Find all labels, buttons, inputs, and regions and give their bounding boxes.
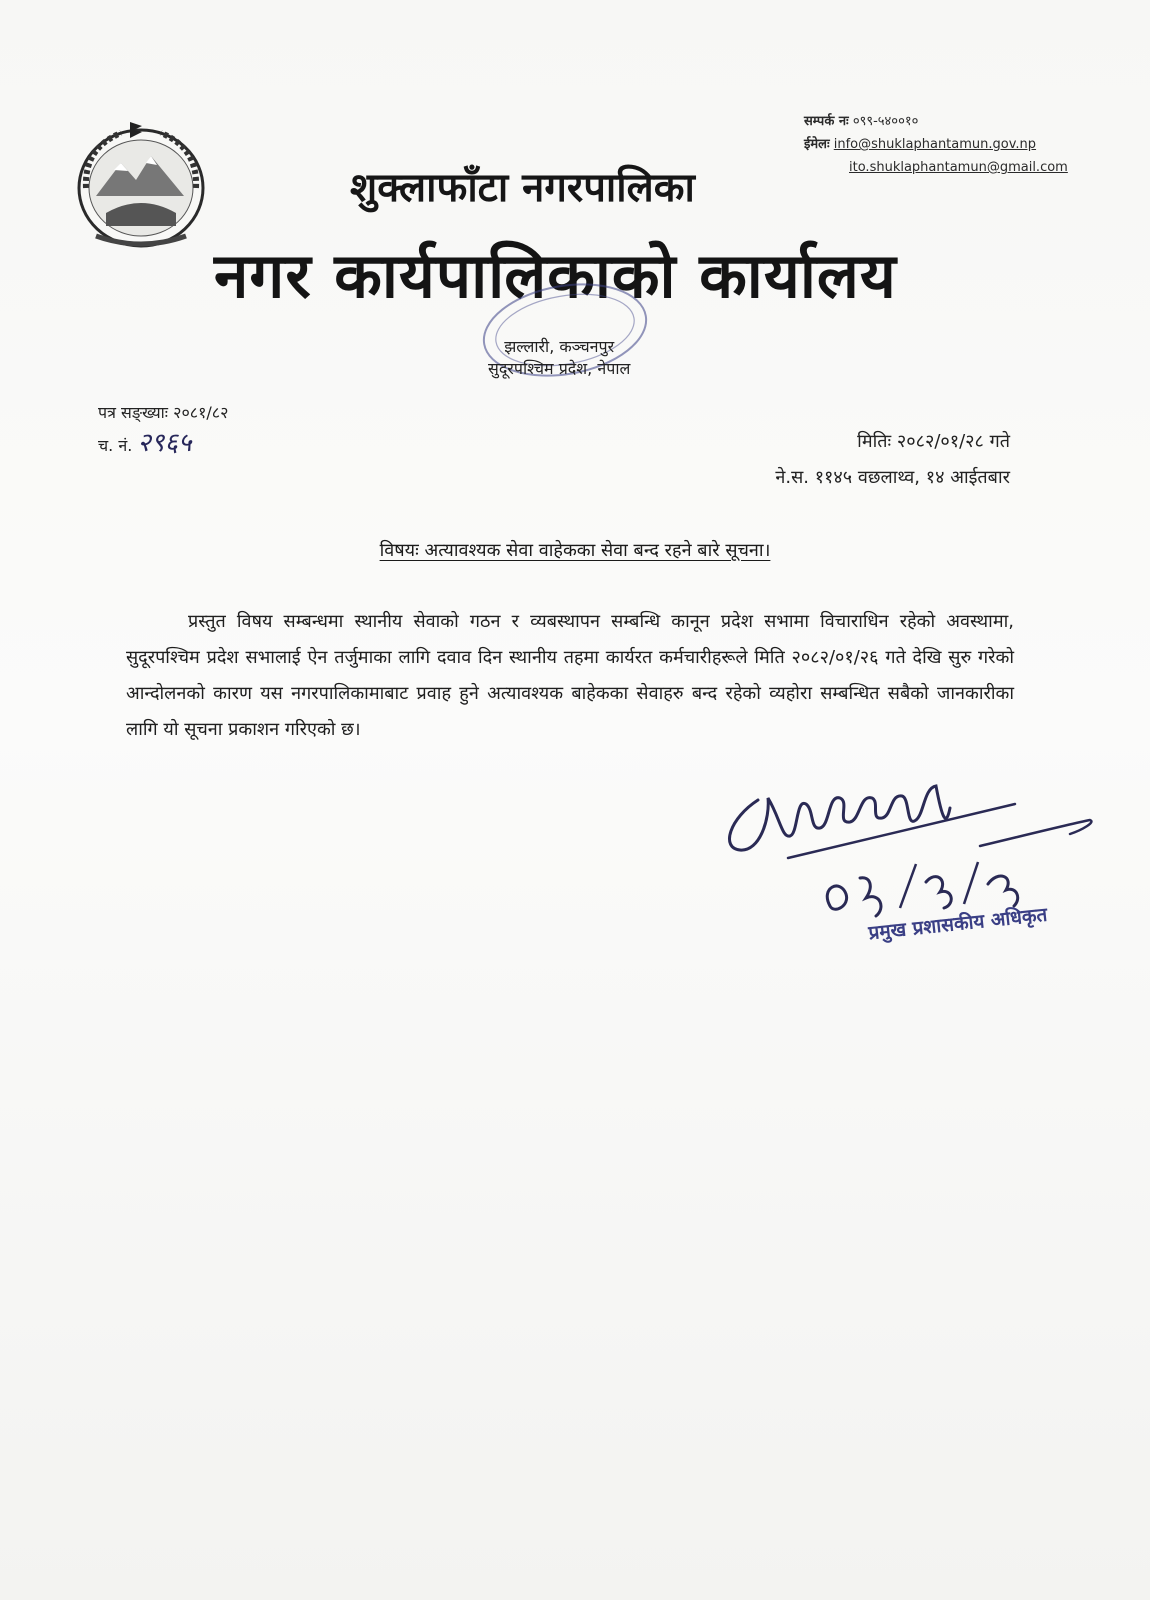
reference-block — [98, 398, 228, 461]
dispatch-number-handwritten: २९६५ — [137, 428, 192, 458]
nepal-sambat-date: ने.स. ११४५ वछलाथ्व, १४ आईतबार — [775, 467, 1010, 488]
contact-block — [804, 110, 1068, 179]
signatory-title-stamp: प्रमुख प्रशासकीय अधिकृत — [867, 903, 1049, 945]
handwritten-signature — [710, 758, 1110, 978]
email-secondary-link[interactable]: ito.shuklaphantamun@gmail.com — [849, 160, 1068, 175]
notice-body — [126, 604, 1014, 748]
email-primary-link[interactable]: info@shuklaphantamun.gov.np — [833, 137, 1037, 152]
phone-label: सम्पर्क नः — [804, 114, 849, 129]
dispatch-number-label: च. नं. — [98, 436, 133, 455]
municipality-name: शुक्लाफाँटा नगरपालिका — [350, 165, 695, 211]
nepal-emblem-icon — [66, 118, 216, 258]
date-label: मितिः — [857, 431, 892, 452]
office-address — [488, 336, 630, 380]
subject-line — [0, 538, 1150, 562]
date-block — [775, 424, 1010, 496]
letter-number: २०८१/८२ — [173, 403, 229, 422]
address-line-2: सुदूरपश्चिम प्रदेश, नेपाल — [488, 359, 631, 378]
body-paragraph: प्रस्तुत विषय सम्बन्धमा स्थानीय सेवाको गठन र व्यबस्थापन सम्बन्धि कानून प्रदेश सभामा विचाराधिन रहेको अवस्थामा, सुदूरपश्चिम प्रदेश सभालाई ऐन तर्जुमाका लागि दवाव दिन स्थानीय तहमा कार्यरत कर्मचारीहरूले मिति २०८२/०१/२६ गते देखि सुरु गरेको आन्दोलनको कारण यस नगरपालिकामाबाट प्रवाह हुने अत्यावश्यक बाहेकका सेवाहरु बन्द रहेको व्यहोरा सम्बन्धित सबैको जानकारीका लागि यो सूचना प्रकाशन गरिएको छ। — [126, 611, 1014, 740]
address-line-1: झल्लारी, कञ्चनपुर — [504, 337, 615, 356]
letter-number-label: पत्र सङ्ख्याः — [98, 403, 169, 422]
date-value: २०८२/०१/२८ गते — [896, 431, 1010, 452]
subject-text: विषयः अत्यावश्यक सेवा वाहेकका सेवा बन्द रहने बारे सूचना। — [379, 540, 771, 561]
phone-number: ०९९-५४००१० — [852, 114, 919, 129]
office-name: नगर कार्यपालिकाको कार्यालय — [214, 239, 897, 312]
email-label: ईमेलः — [804, 137, 830, 152]
